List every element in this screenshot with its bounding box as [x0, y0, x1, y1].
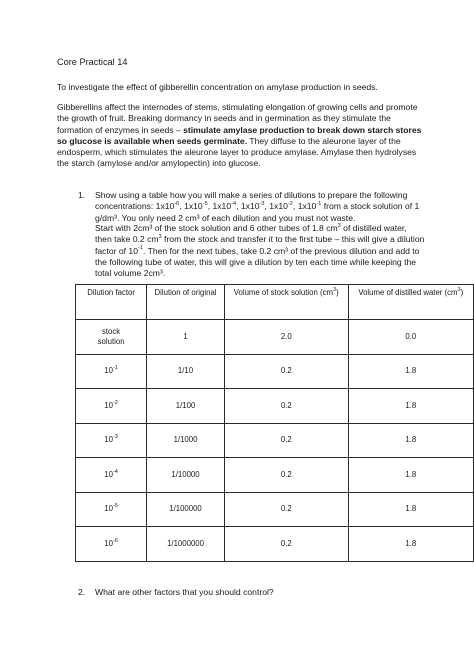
cell-volume-water: 1.8 — [348, 458, 473, 493]
header-volume-water: Volume of distilled water $(cm^3)$ — [348, 285, 473, 320]
method-paragraph — [95, 223, 425, 279]
cell-volume-stock: 0.2 — [224, 354, 348, 389]
cell-volume-stock: 0.2 — [224, 527, 348, 562]
cell-dilution-factor: $10^{-3}$ — [76, 423, 147, 458]
intro-bold-text: stimulate amylase production to break down starch stores so glucose is available when seeds germinate. — [57, 124, 422, 146]
question-1-text — [95, 190, 425, 224]
cell-dilution-factor: $10^{-1}$ — [76, 354, 147, 389]
intro-text-2: They diffuse to the aleurone layer of the endosperm, which stimulates the aleurone layer to produce amylase. Amylase then hydrolyses the starch (amylose and/or amylopectin) into glucose. — [57, 135, 417, 169]
aim-text: To investigate the effect of gibberellin concentration on amylase production in seeds. — [57, 82, 378, 92]
cell-dilution-of-original: 1 — [147, 320, 225, 355]
q1-sep: , 1x10 — [292, 201, 317, 212]
question-2-number: 2. — [78, 587, 86, 597]
table-row — [76, 492, 474, 527]
cell-volume-stock: 0.2 — [224, 423, 348, 458]
cell-volume-water: 1.8 — [348, 423, 473, 458]
q1-exp: -1 — [316, 200, 322, 207]
cell-volume-stock: 0.2 — [224, 458, 348, 493]
cell-dilution-factor: stock solution — [76, 320, 147, 355]
q1-exp: -5 — [202, 200, 208, 207]
cell-dilution-factor: $10^{-4}$ — [76, 458, 147, 493]
q1-text-b: from a stock solution of 1 g/dm³. You only need 2 cm³ of each dilution and you must not waste. — [95, 201, 420, 223]
table-row — [76, 527, 474, 562]
cell-volume-water: 1.8 — [348, 527, 473, 562]
cell-volume-stock: 0.2 — [224, 492, 348, 527]
cell-dilution-of-original: 1/1000 — [147, 423, 225, 458]
q1-exp: -3 — [259, 200, 265, 207]
question-1-number: 1. — [78, 190, 86, 200]
cell-dilution-of-original: 1/1000000 — [147, 527, 225, 562]
header-dilution-of-original: Dilution of original — [147, 285, 225, 320]
intro-paragraph — [57, 102, 427, 170]
cell-dilution-factor: $10^{-6}$ — [76, 527, 147, 562]
method-text-b: of distilled water, then take 0.2 cm — [95, 223, 407, 245]
cell-volume-water: 1.8 — [348, 354, 473, 389]
cell-dilution-factor: $10^{-2}$ — [76, 389, 147, 424]
q1-sep: , 1x10 — [264, 201, 288, 212]
table-row — [76, 320, 474, 355]
method-text-c: from the stock and transfer it to the first tube – this will give a dilution factor of 10 — [95, 234, 425, 256]
method-text-d: . Then for the next tubes, take 0.2 cm³ of the previous dilution and add to the following tube of water, this will give a dilution by ten each time while keeping the total volume 2cm³. — [95, 245, 420, 279]
page-title: Core Practical 14 — [57, 57, 128, 67]
cell-volume-water: 1.8 — [348, 492, 473, 527]
q1-exp: -4 — [231, 200, 237, 207]
question-2-text: What are other factors that you should control? — [95, 587, 274, 597]
q1-sep: , 1x10 — [179, 201, 203, 212]
method-text-a: Start with 2cm³ of the stock solution and 6 other tubes of 1.8 cm — [95, 223, 338, 233]
intro-text-1: Gibberellins affect the internodes of stems, stimulating elongation of growing cells and promote the growth of fruit. Breaking dormancy in seeds and in germination as they stimulate the formation of enzymes in seeds – — [57, 102, 418, 135]
cell-dilution-of-original: 1/10 — [147, 354, 225, 389]
cell-dilution-of-original: 1/10000 — [147, 458, 225, 493]
method-exp: -1 — [138, 245, 143, 252]
method-exp: 3 — [337, 222, 341, 229]
table-row — [76, 389, 474, 424]
header-volume-stock: Volume of stock solution $(cm^3)$ — [224, 285, 348, 320]
cell-dilution-of-original: 1/100000 — [147, 492, 225, 527]
table-row — [76, 423, 474, 458]
q1-sep: , 1x10 — [207, 201, 232, 212]
cell-dilution-factor: $10^{-5}$ — [76, 492, 147, 527]
header-dilution-factor: Dilution factor — [76, 285, 147, 320]
cell-volume-stock: 0.2 — [224, 389, 348, 424]
cell-volume-water: 1.8 — [348, 389, 473, 424]
method-exp: 3 — [158, 233, 162, 240]
cell-volume-water: 0.0 — [348, 320, 473, 355]
q1-sep: , 1x10 — [236, 201, 260, 212]
table-header-row — [76, 285, 474, 320]
q1-text-a: Show using a table how you will make a series of dilutions to prepare the following concentrations: 1x10 — [95, 190, 408, 212]
q1-exp: -2 — [287, 200, 293, 207]
cell-dilution-of-original: 1/100 — [147, 389, 225, 424]
q1-exp: -6 — [174, 200, 180, 207]
table-row — [76, 354, 474, 389]
cell-volume-stock: 2.0 — [224, 320, 348, 355]
table-row — [76, 458, 474, 493]
dilution-table — [75, 284, 474, 562]
